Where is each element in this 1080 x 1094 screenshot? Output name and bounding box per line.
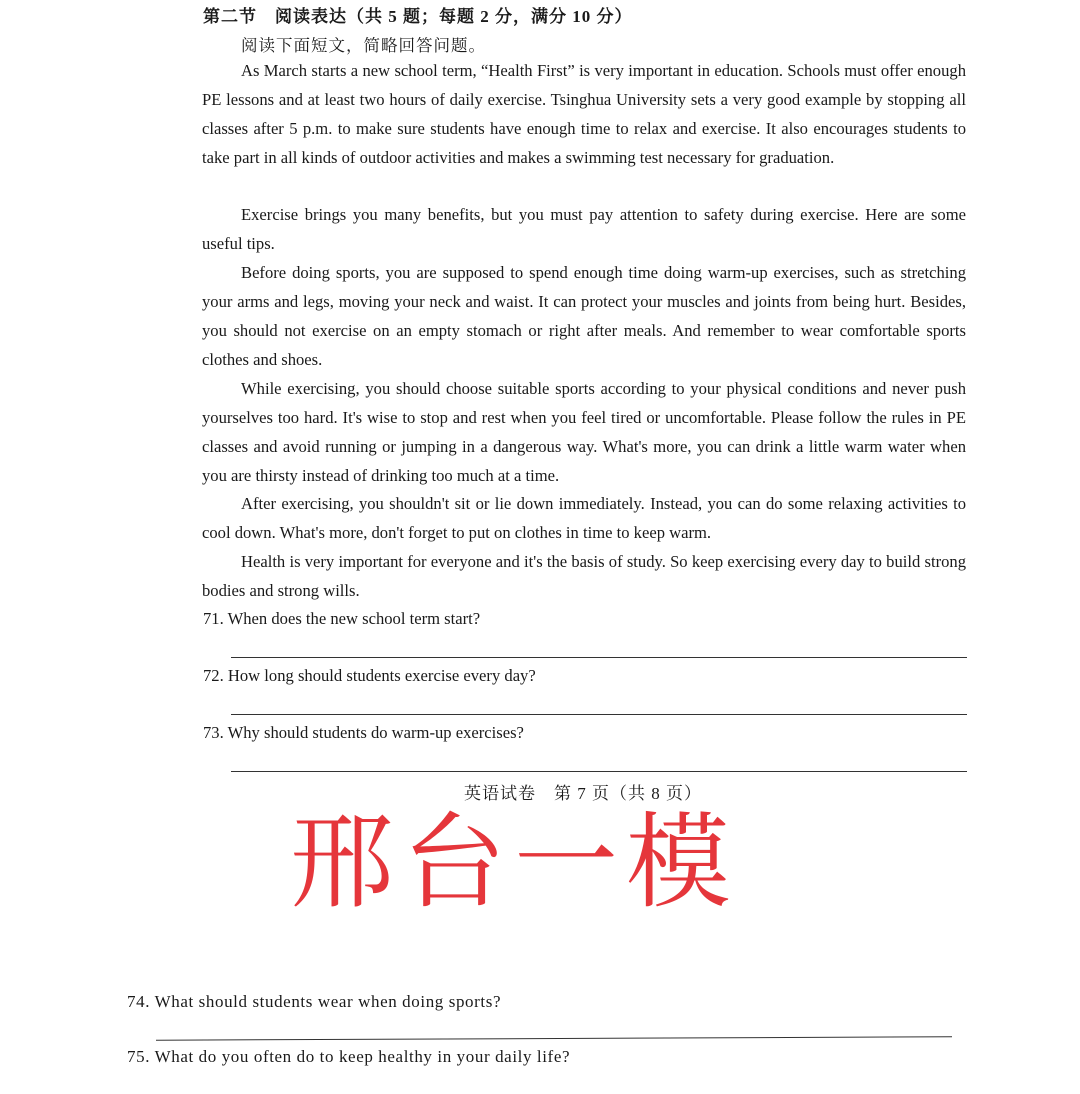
passage-paragraph: Health is very important for everyone and it's the basis of study. So keep exercising every day to build strong bodies and strong wills.: [202, 552, 966, 600]
answer-line-71: [231, 657, 967, 658]
question-71: 71. When does the new school term start?: [203, 609, 481, 628]
passage-paragraph: After exercising, you shouldn't sit or lie down immediately. Instead, you can do some relaxing activities to cool down. What's more, don't forget to put on clothes in time to keep warm.: [202, 494, 966, 542]
question-75: 75. What do you often do to keep healthy in your daily life?: [127, 1047, 571, 1066]
answer-line-72: [231, 714, 967, 715]
page-footer: 英语试卷 第 7 页（共 8 页）: [464, 784, 702, 803]
passage-paragraph: Exercise brings you many benefits, but you must pay attention to safety during exercise. Here are some useful tips.: [202, 205, 966, 253]
instruction-text: 阅读下面短文，简略回答问题。: [241, 36, 486, 55]
question-72: 72. How long should students exercise every day?: [203, 666, 536, 685]
answer-line-74: [156, 1036, 952, 1041]
passage-paragraph: As March starts a new school term, “Health First” is very important in education. Schools must offer enough PE lessons and at least two hours of daily exercise. Tsinghua University sets a very good example by stopping all classes after 5 p.m. to make sure students have enough time to relax and exercise. It also encourages students to take part in all kinds of outdoor activities and makes a swimming test necessary for graduation.: [202, 61, 966, 167]
answer-line-73: [231, 771, 967, 772]
question-74: 74. What should students wear when doing sports?: [127, 992, 502, 1011]
passage-paragraph: Before doing sports, you are supposed to spend enough time doing warm-up exercises, such as stretching your arms and legs, moving your neck and waist. It can protect your muscles and joints from being hurt. Besides, you should not exercise on an empty stomach or right after meals. And remember to wear comfortable sports clothes and shoes.: [202, 263, 966, 369]
question-73: 73. Why should students do warm-up exercises?: [203, 723, 524, 742]
section-heading: 第二节 阅读表达（共 5 题；每题 2 分，满分 10 分）: [203, 7, 633, 26]
exam-stamp: 邢台一模: [290, 801, 739, 923]
passage-paragraph: While exercising, you should choose suitable sports according to your physical conditions and never push yourselves too hard. It's wise to stop and rest when you feel tired or uncomfortable. Please follow the rules in PE classes and avoid running or jumping in a dangerous way. What's more, you can drink a little warm water when you are thirsty instead of drinking too much at a time.: [202, 379, 966, 485]
